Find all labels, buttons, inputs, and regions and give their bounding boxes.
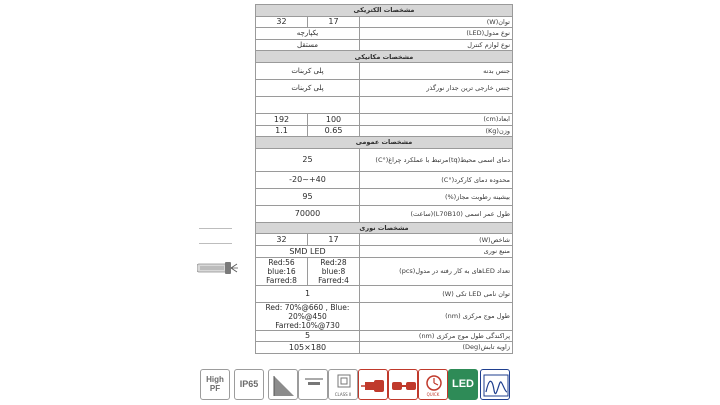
driver-type-label: نوع لوازم کنترل (360, 39, 513, 51)
linkable-icon (388, 369, 418, 400)
dimensions-value-2: 100 (308, 113, 360, 125)
high-pf-icon (200, 369, 230, 400)
module-type-label: نوع مدول(LED) (360, 28, 513, 40)
quick-install-icon (418, 369, 448, 400)
grow-light-fixture-image (197, 259, 241, 277)
row-light-source (256, 245, 513, 257)
power-index-label: شاخص(W) (360, 234, 513, 246)
row-module-type (256, 28, 513, 40)
row-wavelength-spread (256, 330, 513, 342)
row-power-index (256, 234, 513, 246)
rated-temp-label: دمای اسمی محیط(tq)مرتبط با عملکرد چراغ(°C) (360, 148, 513, 171)
dimensions-label: ابعاد(cm) (360, 113, 513, 125)
light-source-label: منبع نوری (360, 245, 513, 257)
mechanical-header: مشخصات مکانیکی (256, 51, 513, 63)
spectrum-icon (480, 369, 510, 400)
wavelength-spread-value: 5 (256, 330, 360, 342)
body-material-label: جنس بدنه (360, 62, 513, 79)
led-count-value-2: Red:28 blue:8 Farred:4 (308, 257, 360, 285)
leader-line-bottom (199, 243, 232, 244)
rated-temp-value: 25 (256, 148, 360, 171)
row-body-material (256, 62, 513, 79)
weight-value-1: 1.1 (256, 125, 308, 137)
row-led-count (256, 257, 513, 285)
dimensions-value-1: 192 (256, 113, 308, 125)
row-led-power (256, 285, 513, 302)
temp-range-label: محدوده دمای کارکرد(°C) (360, 171, 513, 188)
row-dimensions (256, 113, 513, 125)
ip65-text: IP65 (239, 379, 259, 389)
general-header: مشخصات عمومی (256, 137, 513, 149)
led-power-label: توان نامی LED تکی (W) (360, 285, 513, 302)
wavelength-value: Red: 70%@660 , Blue: 20%@450 Farred:10%@730 (256, 302, 360, 330)
led-power-value: 1 (256, 285, 360, 302)
connector-icon (358, 369, 388, 400)
row-weight (256, 125, 513, 137)
row-humidity (256, 188, 513, 205)
lifetime-label: طول عمر اسمی (L70B10)(ساعت) (360, 205, 513, 222)
outer-wall-material-value: پلی کربنات (256, 79, 360, 96)
outer-wall-material-label: جنس خارجی ترین جدار نورگذر (360, 79, 513, 96)
leader-line-top (199, 228, 232, 229)
row-temp-range (256, 171, 513, 188)
wavelength-spread-label: پراکندگی طول موج مرکزی (nm) (360, 330, 513, 342)
row-lifetime (256, 205, 513, 222)
ip65-icon (234, 369, 264, 400)
power-value-2: 17 (308, 16, 360, 28)
beam-angle-icon (268, 369, 298, 400)
power-value-1: 32 (256, 16, 308, 28)
high-pf-line1: High (206, 375, 224, 384)
led-count-value-1: Red:56 blue:16 Farred:8 (256, 257, 308, 285)
beam-angle-label: زاویه تابش(Deg) (360, 342, 513, 354)
row-blank (256, 96, 513, 113)
led-count-label: تعداد LEDهای به کار رفته در مدول(pcs) (360, 257, 513, 285)
row-driver-type (256, 39, 513, 51)
ceiling-mount-icon (298, 369, 328, 400)
power-index-value-2: 17 (308, 234, 360, 246)
high-pf-line2: PF (209, 384, 221, 393)
weight-value-2: 0.65 (308, 125, 360, 137)
quick-caption: QUICK (426, 392, 440, 397)
weight-label: وزن(Kg) (360, 125, 513, 137)
driver-type-value: مستقل (256, 39, 360, 51)
humidity-value: 95 (256, 188, 360, 205)
class-ii-caption: CLASS II (334, 392, 352, 397)
temp-range-value: -20~+40 (256, 171, 360, 188)
humidity-label: بیشینه رطوبت مجاز(%) (360, 188, 513, 205)
row-rated-temp (256, 148, 513, 171)
row-outer-wall-material (256, 79, 513, 96)
led-icon (448, 369, 478, 400)
light-source-value: SMD LED (256, 245, 360, 257)
wavelength-label: طول موج مرکزی (nm) (360, 302, 513, 330)
feature-icon-strip (200, 369, 510, 400)
row-beam-angle (256, 342, 513, 354)
class-ii-icon (328, 369, 358, 400)
row-power (256, 16, 513, 28)
power-index-value-1: 32 (256, 234, 308, 246)
body-material-value: پلی کربنات (256, 62, 360, 79)
lifetime-value: 70000 (256, 205, 360, 222)
spec-table (255, 4, 513, 354)
module-type-value: یکپارچه (256, 28, 360, 40)
beam-angle-value: 105×180 (256, 342, 360, 354)
optical-header: مشخصات نوری (256, 222, 513, 234)
power-label: توان(W) (360, 16, 513, 28)
row-wavelength (256, 302, 513, 330)
electrical-header: مشخصات الکتریکی (256, 5, 513, 17)
led-text: LED (452, 378, 474, 390)
